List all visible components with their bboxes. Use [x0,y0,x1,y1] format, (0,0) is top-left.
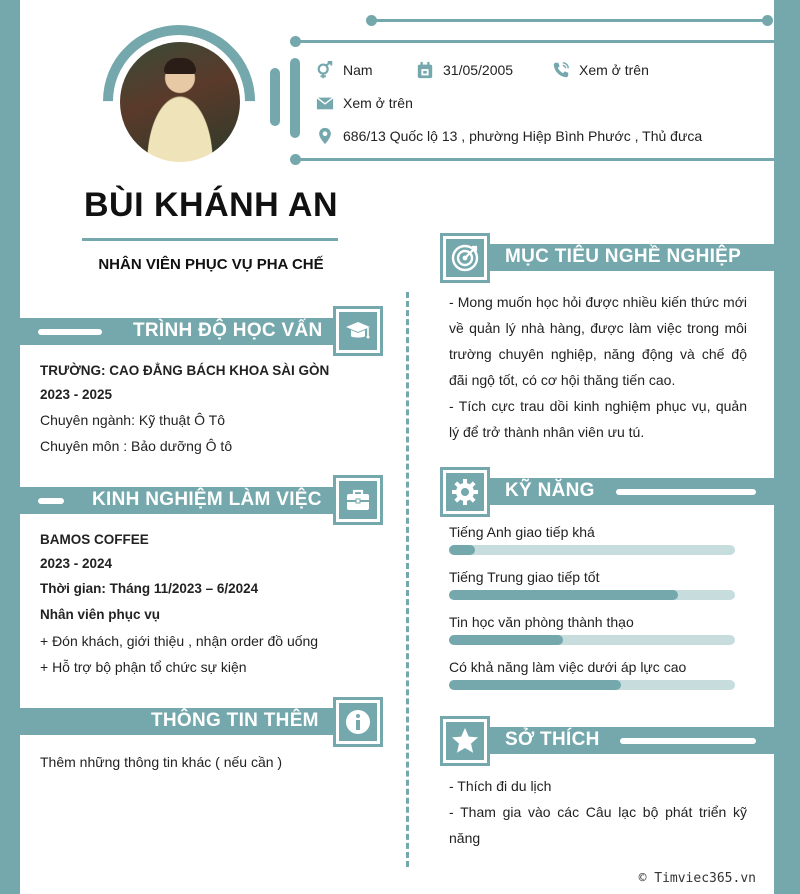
header-line-dot [762,15,773,26]
skill-label: Tin học văn phòng thành thạo [449,614,634,630]
skill-bar-fill [449,680,621,690]
experience-time: Thời gian: Tháng 11/2023 – 6/2024 [40,581,259,596]
header-line [372,19,767,22]
candidate-name: BÙI KHÁNH AN [83,186,339,224]
header-line [296,40,774,43]
extra-info-text: Thêm những thông tin khác ( nếu cần ) [40,754,283,770]
objective-title: MỤC TIÊU NGHỀ NGHIỆP [505,246,742,267]
contact-birthday [416,61,513,79]
job-title: NHÂN VIÊN PHỤC VỤ PHA CHẾ [98,256,324,273]
experience-period: 2023 - 2024 [40,556,113,571]
star-icon [450,726,480,756]
hobby-item: - Tham gia vào các Câu lạc bộ phát triển kỹ năng [449,804,747,846]
name-underline [82,238,338,241]
header-line [296,158,774,161]
watermark: © Timviec365.vn [638,871,756,886]
header-dash [620,738,756,744]
info-icon [344,708,372,736]
gear-icon [450,477,480,507]
location-icon [316,127,334,145]
education-major: Chuyên ngành: Kỹ thuật Ô Tô [40,412,225,428]
email-icon [316,94,334,112]
column-divider [406,292,409,867]
contact-phone [552,61,649,79]
experience-duty: + Hỗ trợ bộ phận tổ chức sự kiện [40,659,247,675]
address-value: 686/13 Quốc lộ 13 , phường Hiệp Bình Phước , Thủ đưca [343,128,703,144]
hobby-item: - Thích đi du lịch [449,778,552,794]
header-accent-block [0,38,20,158]
hobbies-icon-box [443,719,487,763]
skill-bar-track [449,590,735,600]
calendar-icon [416,61,434,79]
briefcase-icon [344,486,372,514]
experience-company: BAMOS COFFEE [40,532,149,547]
skill-bar-track [449,680,735,690]
skill-label: Tiếng Anh giao tiếp khá [449,524,595,540]
contact-gender [316,61,373,79]
experience-title: KINH NGHIỆM LÀM VIỆC [92,489,322,510]
phone-icon [552,61,570,79]
education-title: TRÌNH ĐỘ HỌC VẤN [133,320,323,341]
education-icon-box [336,309,380,353]
avatar [120,42,240,162]
skill-bar-track [449,635,735,645]
skill-label: Tiếng Trung giao tiếp tốt [449,569,600,585]
gender-value: Nam [343,62,373,78]
objective-paragraph: - Mong muốn học hỏi được nhiều kiến thức mới về quản lý nhà hàng, được làm việc trong môi trường chuyên nghiệp, năng động và chế độ đãi ngộ tốt, có cơ hội thăng tiến cao. [449,294,747,388]
education-period: 2023 - 2025 [40,387,113,402]
extra-info-icon-box [336,700,380,744]
skill-bar-fill [449,545,475,555]
skill-bar-track [449,545,735,555]
skills-icon-box [443,470,487,514]
skill-bar-fill [449,590,678,600]
gender-icon [316,61,334,79]
extra-info-title: THÔNG TIN THÊM [151,710,319,731]
header-accent-bar [290,58,300,138]
contact-address [316,127,702,145]
skills-title: KỸ NĂNG [505,480,595,501]
objective-icon-box [443,236,487,280]
education-specialty: Chuyên môn : Bảo dưỡng Ô tô [40,438,233,454]
experience-position: Nhân viên phục vụ [40,607,161,622]
phone-value: Xem ở trên [579,62,649,78]
experience-duty: + Đón khách, giới thiệu , nhận order đồ uống [40,633,319,649]
birthday-value: 31/05/2005 [443,62,514,78]
email-value: Xem ở trên [343,95,413,111]
hobbies-title: SỞ THÍCH [505,729,600,750]
header-dash [616,489,756,495]
skill-bar-fill [449,635,563,645]
skill-label: Có khả năng làm việc dưới áp lực cao [449,659,687,675]
contact-email [316,94,413,112]
objective-paragraph: - Tích cực trau dồi kinh nghiệm phục vụ, quản lý để trở thành nhân viên ưu tú. [449,398,747,440]
header-dash [38,329,102,335]
target-icon [450,243,480,273]
header-dash [38,498,64,504]
education-school: TRƯỜNG: CAO ĐẲNG BÁCH KHOA SÀI GÒN [40,363,330,378]
graduation-cap-icon [344,317,372,345]
header-accent-bar [270,68,280,126]
experience-icon-box [336,478,380,522]
